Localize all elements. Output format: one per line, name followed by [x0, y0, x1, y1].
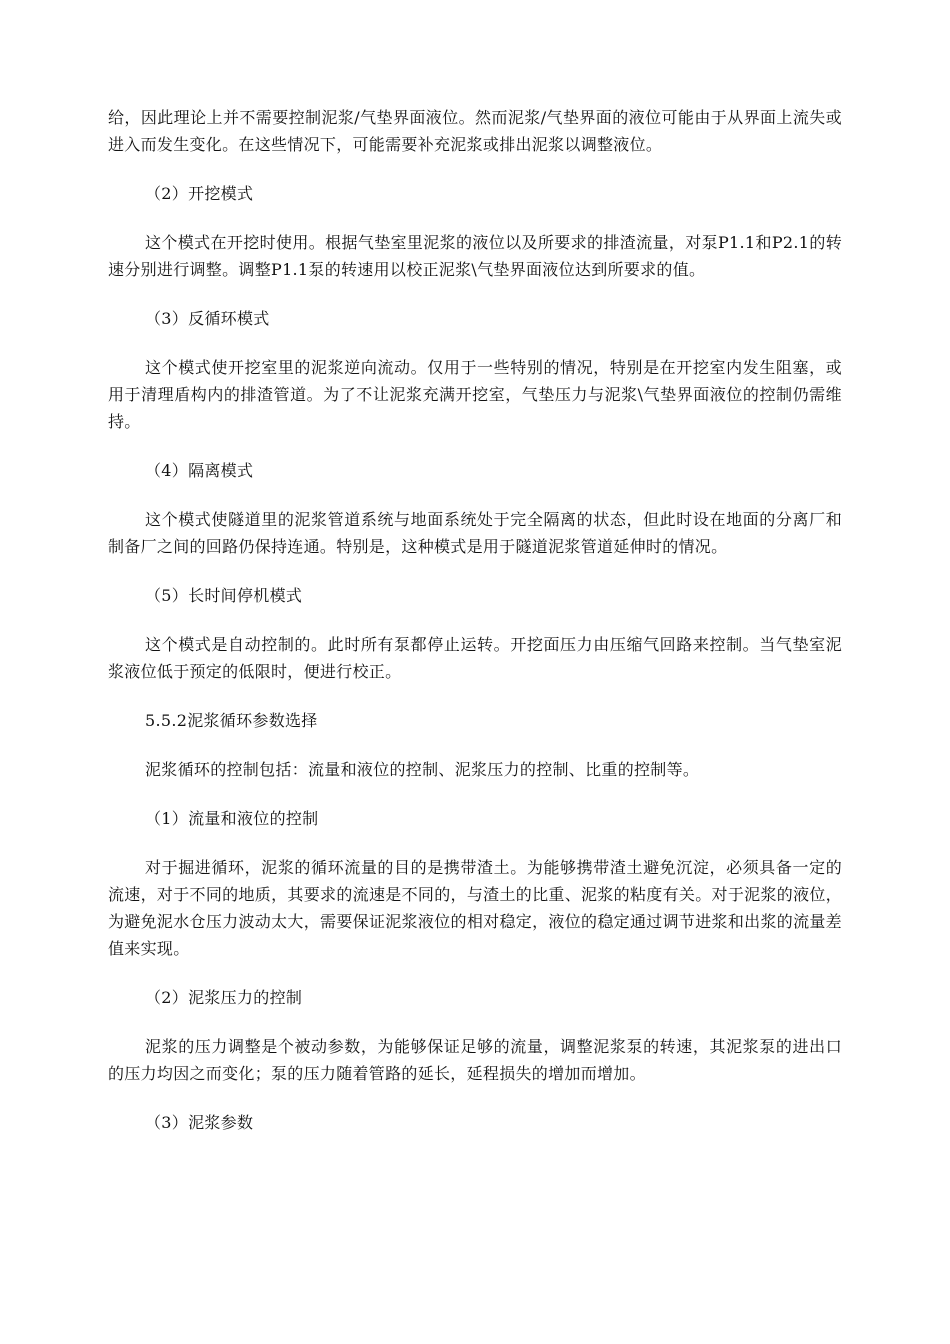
document-page: [108, 104, 842, 1136]
paragraph-reverse-circulation-mode: 这个模式使开挖室里的泥浆逆向流动。仅用于一些特别的情况，特别是在开挖室内发生阻塞，或用于清理盾构内的排渣管道。为了不让泥浆充满开挖室，气垫压力与泥浆\气垫界面液位的控制仍需维持。: [108, 358, 842, 431]
paragraph-continuation: 给，因此理论上并不需要控制泥浆/气垫界面液位。然而泥浆/气垫界面的液位可能由于从界面上流失或进入而发生变化。在这些情况下，可能需要补充泥浆或排出泥浆以调整液位。: [108, 108, 842, 154]
heading-long-shutdown-mode: （5）长时间停机模式: [145, 586, 303, 605]
paragraph-flow-level-control: 对于掘进循环，泥浆的循环流量的目的是携带渣土。为能够携带渣土避免沉淀，必须具备一定的流速，对于不同的地质，其要求的流速是不同的，与渣土的比重、泥浆的粘度有关。对于泥浆的液位，为避免泥水仓压力波动太大，需要保证泥浆液位的相对稳定，液位的稳定通过调节进浆和出浆的流量差值来实现。: [108, 858, 842, 958]
heading-slurry-parameters: （3）泥浆参数: [145, 1113, 254, 1132]
paragraph-long-shutdown-mode: 这个模式是自动控制的。此时所有泵都停止运转。开挖面压力由压缩气回路来控制。当气垫室泥浆液位低于预定的低限时，便进行校正。: [108, 635, 842, 681]
paragraph-pressure-control: 泥浆的压力调整是个被动参数，为能够保证足够的流量，调整泥浆泵的转速，其泥浆泵的进出口的压力均因之而变化；泵的压力随着管路的延长，延程损失的增加而增加。: [108, 1037, 842, 1083]
paragraph-control-overview: 泥浆循环的控制包括：流量和液位的控制、泥浆压力的控制、比重的控制等。: [145, 760, 700, 779]
paragraph-isolation-mode: 这个模式使隧道里的泥浆管道系统与地面系统处于完全隔离的状态，但此时设在地面的分离厂和制备厂之间的回路仍保持连通。特别是，这种模式是用于隧道泥浆管道延伸时的情况。: [108, 510, 842, 556]
paragraph-excavation-mode: 这个模式在开挖时使用。根据气垫室里泥浆的液位以及所要求的排渣流量，对泵P1.1和P2.1的转速分别进行调整。调整P1.1泵的转速用以校正泥浆\气垫界面液位达到所要求的值。: [108, 233, 842, 279]
heading-reverse-circulation-mode: （3）反循环模式: [145, 309, 270, 328]
heading-flow-level-control: （1）流量和液位的控制: [145, 809, 319, 828]
heading-isolation-mode: （4）隔离模式: [145, 461, 254, 480]
section-title-5-5-2: 5.5.2泥浆循环参数选择: [145, 711, 318, 730]
heading-excavation-mode: （2）开挖模式: [145, 184, 254, 203]
heading-pressure-control: （2）泥浆压力的控制: [145, 988, 303, 1007]
